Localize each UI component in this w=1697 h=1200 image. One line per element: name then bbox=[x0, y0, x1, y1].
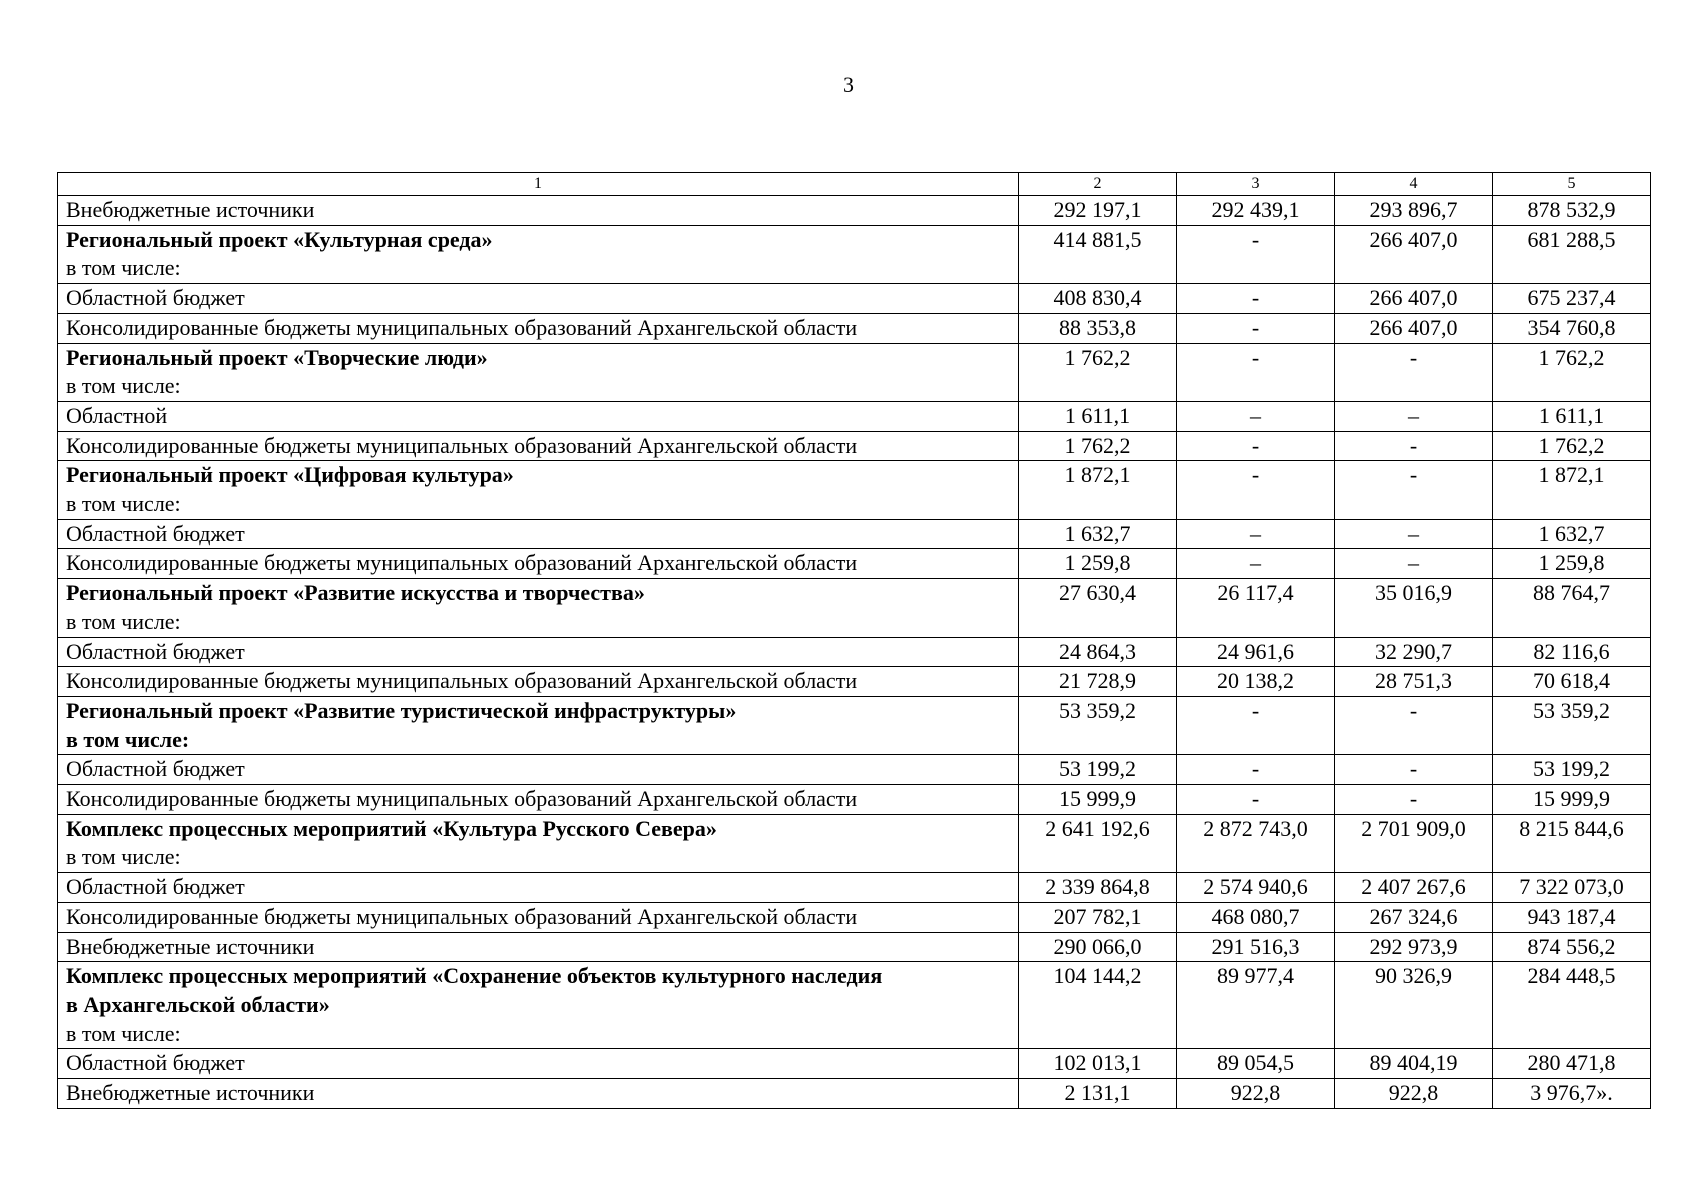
value-cell-col4: 90 326,9 bbox=[1335, 962, 1493, 1049]
value-cell-col4: 267 324,6 bbox=[1335, 902, 1493, 932]
value-cell-col5: 15 999,9 bbox=[1493, 785, 1651, 815]
value-cell-col4: – bbox=[1335, 401, 1493, 431]
row-label: Консолидированные бюджеты муниципальных образований Архангельской области bbox=[66, 903, 858, 929]
table-row bbox=[58, 225, 1651, 283]
row-label: Областной бюджет bbox=[66, 638, 245, 664]
table-row bbox=[58, 902, 1651, 932]
row-label-cell bbox=[58, 579, 1019, 637]
row-label-cell bbox=[58, 196, 1019, 226]
row-label-cell bbox=[58, 1049, 1019, 1079]
value-cell-col3: 24 961,6 bbox=[1177, 637, 1335, 667]
value-cell-col5: 681 288,5 bbox=[1493, 225, 1651, 283]
value-cell-col5: 874 556,2 bbox=[1493, 932, 1651, 962]
row-label: Областной бюджет bbox=[66, 874, 245, 900]
value-cell-col2: 27 630,4 bbox=[1019, 579, 1177, 637]
table-row bbox=[58, 932, 1651, 962]
table-row bbox=[58, 549, 1651, 579]
value-cell-col3: – bbox=[1177, 549, 1335, 579]
value-cell-col4: 89 404,19 bbox=[1335, 1049, 1493, 1079]
header-cell-4: 4 bbox=[1335, 173, 1493, 196]
value-cell-col5: 70 618,4 bbox=[1493, 667, 1651, 697]
value-cell-col2: 290 066,0 bbox=[1019, 932, 1177, 962]
table-row bbox=[58, 755, 1651, 785]
row-title: Комплекс процессных мероприятий «Культура Русского Севера» bbox=[66, 815, 717, 841]
value-cell-col2: 292 197,1 bbox=[1019, 196, 1177, 226]
row-label-cell bbox=[58, 755, 1019, 785]
table-row bbox=[58, 461, 1651, 519]
value-cell-col3: - bbox=[1177, 755, 1335, 785]
row-label: Внебюджетные источники bbox=[66, 933, 315, 959]
value-cell-col3: - bbox=[1177, 785, 1335, 815]
row-label-cell bbox=[58, 401, 1019, 431]
row-label: в том числе: bbox=[66, 373, 181, 399]
value-cell-col3: – bbox=[1177, 519, 1335, 549]
value-cell-col2: 414 881,5 bbox=[1019, 225, 1177, 283]
row-label-cell bbox=[58, 519, 1019, 549]
value-cell-col2: 1 872,1 bbox=[1019, 461, 1177, 519]
table-header-row bbox=[58, 173, 1651, 196]
value-cell-col2: 1 259,8 bbox=[1019, 549, 1177, 579]
row-title: Региональный проект «Культурная среда» bbox=[66, 226, 493, 252]
value-cell-col2: 1 762,2 bbox=[1019, 343, 1177, 401]
value-cell-col5: 943 187,4 bbox=[1493, 902, 1651, 932]
row-label: Внебюджетные источники bbox=[66, 197, 315, 222]
value-cell-col4: 2 407 267,6 bbox=[1335, 873, 1493, 903]
value-cell-col5: 1 872,1 bbox=[1493, 461, 1651, 519]
header-cell-1: 1 bbox=[58, 173, 1019, 196]
value-cell-col2: 1 611,1 bbox=[1019, 401, 1177, 431]
value-cell-col2: 207 782,1 bbox=[1019, 902, 1177, 932]
value-cell-col4: 35 016,9 bbox=[1335, 579, 1493, 637]
header-cell-3: 3 bbox=[1177, 173, 1335, 196]
row-title: Комплекс процессных мероприятий «Сохранение объектов культурного наследия bbox=[66, 963, 883, 989]
row-label-cell bbox=[58, 873, 1019, 903]
value-cell-col3: 20 138,2 bbox=[1177, 667, 1335, 697]
value-cell-col4: - bbox=[1335, 755, 1493, 785]
row-label-cell bbox=[58, 431, 1019, 461]
value-cell-col5: 3 976,7». bbox=[1493, 1079, 1651, 1109]
value-cell-col4: 266 407,0 bbox=[1335, 284, 1493, 314]
row-label-cell bbox=[58, 461, 1019, 519]
value-cell-col2: 104 144,2 bbox=[1019, 962, 1177, 1049]
table-row bbox=[58, 196, 1651, 226]
row-label: Областной бюджет bbox=[66, 520, 245, 546]
value-cell-col5: 53 359,2 bbox=[1493, 696, 1651, 754]
value-cell-col3: 292 439,1 bbox=[1177, 196, 1335, 226]
value-cell-col3: - bbox=[1177, 343, 1335, 401]
row-title: Региональный проект «Развитие искусства и творчества» bbox=[66, 580, 645, 606]
value-cell-col5: 88 764,7 bbox=[1493, 579, 1651, 637]
value-cell-col5: 1 762,2 bbox=[1493, 431, 1651, 461]
value-cell-col5: 1 259,8 bbox=[1493, 549, 1651, 579]
header-cell-2: 2 bbox=[1019, 173, 1177, 196]
value-cell-col3: 468 080,7 bbox=[1177, 902, 1335, 932]
row-label: Консолидированные бюджеты муниципальных образований Архангельской области bbox=[66, 314, 858, 340]
value-cell-col4: - bbox=[1335, 696, 1493, 754]
value-cell-col3: - bbox=[1177, 313, 1335, 343]
value-cell-col2: 2 641 192,6 bbox=[1019, 814, 1177, 872]
value-cell-col3: 89 054,5 bbox=[1177, 1049, 1335, 1079]
row-label: Областной бюджет bbox=[66, 285, 245, 311]
row-label-cell bbox=[58, 814, 1019, 872]
row-title: Региональный проект «Развитие туристической инфраструктуры» bbox=[66, 697, 737, 723]
value-cell-col4: – bbox=[1335, 549, 1493, 579]
table-row bbox=[58, 431, 1651, 461]
value-cell-col5: 1 611,1 bbox=[1493, 401, 1651, 431]
value-cell-col3: - bbox=[1177, 225, 1335, 283]
value-cell-col4: - bbox=[1335, 343, 1493, 401]
value-cell-col2: 2 131,1 bbox=[1019, 1079, 1177, 1109]
value-cell-col5: 82 116,6 bbox=[1493, 637, 1651, 667]
value-cell-col2: 53 359,2 bbox=[1019, 696, 1177, 754]
table-row bbox=[58, 962, 1651, 1049]
table-row bbox=[58, 637, 1651, 667]
table-row bbox=[58, 785, 1651, 815]
table-row bbox=[58, 1079, 1651, 1109]
row-label-cell bbox=[58, 932, 1019, 962]
row-label: в том числе: bbox=[66, 491, 181, 517]
header-cell-5: 5 bbox=[1493, 173, 1651, 196]
row-label-cell bbox=[58, 667, 1019, 697]
value-cell-col4: – bbox=[1335, 519, 1493, 549]
row-label: Консолидированные бюджеты муниципальных образований Архангельской области bbox=[66, 550, 858, 576]
value-cell-col4: 32 290,7 bbox=[1335, 637, 1493, 667]
table-row bbox=[58, 814, 1651, 872]
row-title: Региональный проект «Цифровая культура» bbox=[66, 462, 514, 488]
table-row bbox=[58, 313, 1651, 343]
row-label-cell bbox=[58, 313, 1019, 343]
row-label-cell bbox=[58, 637, 1019, 667]
row-label: в том числе: bbox=[66, 844, 181, 870]
value-cell-col2: 1 762,2 bbox=[1019, 431, 1177, 461]
value-cell-col4: - bbox=[1335, 785, 1493, 815]
value-cell-col4: 922,8 bbox=[1335, 1079, 1493, 1109]
value-cell-col5: 284 448,5 bbox=[1493, 962, 1651, 1049]
row-label-cell bbox=[58, 785, 1019, 815]
value-cell-col3: 2 574 940,6 bbox=[1177, 873, 1335, 903]
value-cell-col5: 7 322 073,0 bbox=[1493, 873, 1651, 903]
value-cell-col3: - bbox=[1177, 696, 1335, 754]
row-label-cell bbox=[58, 549, 1019, 579]
value-cell-col5: 1 762,2 bbox=[1493, 343, 1651, 401]
row-label: в том числе: bbox=[66, 255, 181, 281]
row-label: в том числе: bbox=[66, 608, 181, 634]
value-cell-col4: 266 407,0 bbox=[1335, 313, 1493, 343]
row-title: в Архангельской области» bbox=[66, 991, 330, 1017]
table-row bbox=[58, 696, 1651, 754]
value-cell-col2: 24 864,3 bbox=[1019, 637, 1177, 667]
value-cell-col4: 292 973,9 bbox=[1335, 932, 1493, 962]
value-cell-col4: - bbox=[1335, 461, 1493, 519]
value-cell-col5: 280 471,8 bbox=[1493, 1049, 1651, 1079]
value-cell-col2: 15 999,9 bbox=[1019, 785, 1177, 815]
table-row bbox=[58, 873, 1651, 903]
row-label-cell bbox=[58, 902, 1019, 932]
value-cell-col2: 102 013,1 bbox=[1019, 1049, 1177, 1079]
row-label: Областной бюджет bbox=[66, 756, 245, 782]
value-cell-col3: 89 977,4 bbox=[1177, 962, 1335, 1049]
value-cell-col5: 675 237,4 bbox=[1493, 284, 1651, 314]
row-label-cell bbox=[58, 1079, 1019, 1109]
budget-table bbox=[57, 172, 1651, 1109]
table-row bbox=[58, 284, 1651, 314]
value-cell-col3: 922,8 bbox=[1177, 1079, 1335, 1109]
value-cell-col5: 8 215 844,6 bbox=[1493, 814, 1651, 872]
page-number: 3 bbox=[843, 72, 854, 97]
table-row bbox=[58, 343, 1651, 401]
value-cell-col4: 293 896,7 bbox=[1335, 196, 1493, 226]
value-cell-col2: 408 830,4 bbox=[1019, 284, 1177, 314]
value-cell-col2: 21 728,9 bbox=[1019, 667, 1177, 697]
value-cell-col2: 53 199,2 bbox=[1019, 755, 1177, 785]
value-cell-col4: 28 751,3 bbox=[1335, 667, 1493, 697]
row-label-cell bbox=[58, 696, 1019, 754]
value-cell-col2: 88 353,8 bbox=[1019, 313, 1177, 343]
row-label: Консолидированные бюджеты муниципальных образований Архангельской области bbox=[66, 786, 858, 812]
value-cell-col3: - bbox=[1177, 284, 1335, 314]
row-label: в том числе: bbox=[66, 1020, 181, 1046]
row-title: Региональный проект «Творческие люди» bbox=[66, 344, 488, 370]
value-cell-col4: 2 701 909,0 bbox=[1335, 814, 1493, 872]
row-label: Внебюджетные источники bbox=[66, 1080, 315, 1106]
value-cell-col4: - bbox=[1335, 431, 1493, 461]
table-body bbox=[58, 196, 1651, 1109]
value-cell-col5: 878 532,9 bbox=[1493, 196, 1651, 226]
value-cell-col5: 354 760,8 bbox=[1493, 313, 1651, 343]
value-cell-col3: – bbox=[1177, 401, 1335, 431]
row-label-cell bbox=[58, 284, 1019, 314]
table-row bbox=[58, 401, 1651, 431]
row-title: в том числе: bbox=[66, 726, 190, 752]
value-cell-col4: 266 407,0 bbox=[1335, 225, 1493, 283]
row-label: Областной bbox=[66, 402, 168, 428]
row-label: Консолидированные бюджеты муниципальных образований Архангельской области bbox=[66, 668, 858, 694]
row-label: Областной бюджет bbox=[66, 1050, 245, 1076]
row-label-cell bbox=[58, 225, 1019, 283]
value-cell-col3: 2 872 743,0 bbox=[1177, 814, 1335, 872]
table-row bbox=[58, 667, 1651, 697]
value-cell-col5: 1 632,7 bbox=[1493, 519, 1651, 549]
value-cell-col3: 26 117,4 bbox=[1177, 579, 1335, 637]
value-cell-col2: 1 632,7 bbox=[1019, 519, 1177, 549]
row-label: Консолидированные бюджеты муниципальных образований Архангельской области bbox=[66, 432, 858, 458]
table-row bbox=[58, 579, 1651, 637]
value-cell-col3: - bbox=[1177, 461, 1335, 519]
row-label-cell bbox=[58, 343, 1019, 401]
value-cell-col2: 2 339 864,8 bbox=[1019, 873, 1177, 903]
row-label-cell bbox=[58, 962, 1019, 1049]
value-cell-col3: 291 516,3 bbox=[1177, 932, 1335, 962]
table-row bbox=[58, 1049, 1651, 1079]
table-row bbox=[58, 519, 1651, 549]
value-cell-col3: - bbox=[1177, 431, 1335, 461]
value-cell-col5: 53 199,2 bbox=[1493, 755, 1651, 785]
